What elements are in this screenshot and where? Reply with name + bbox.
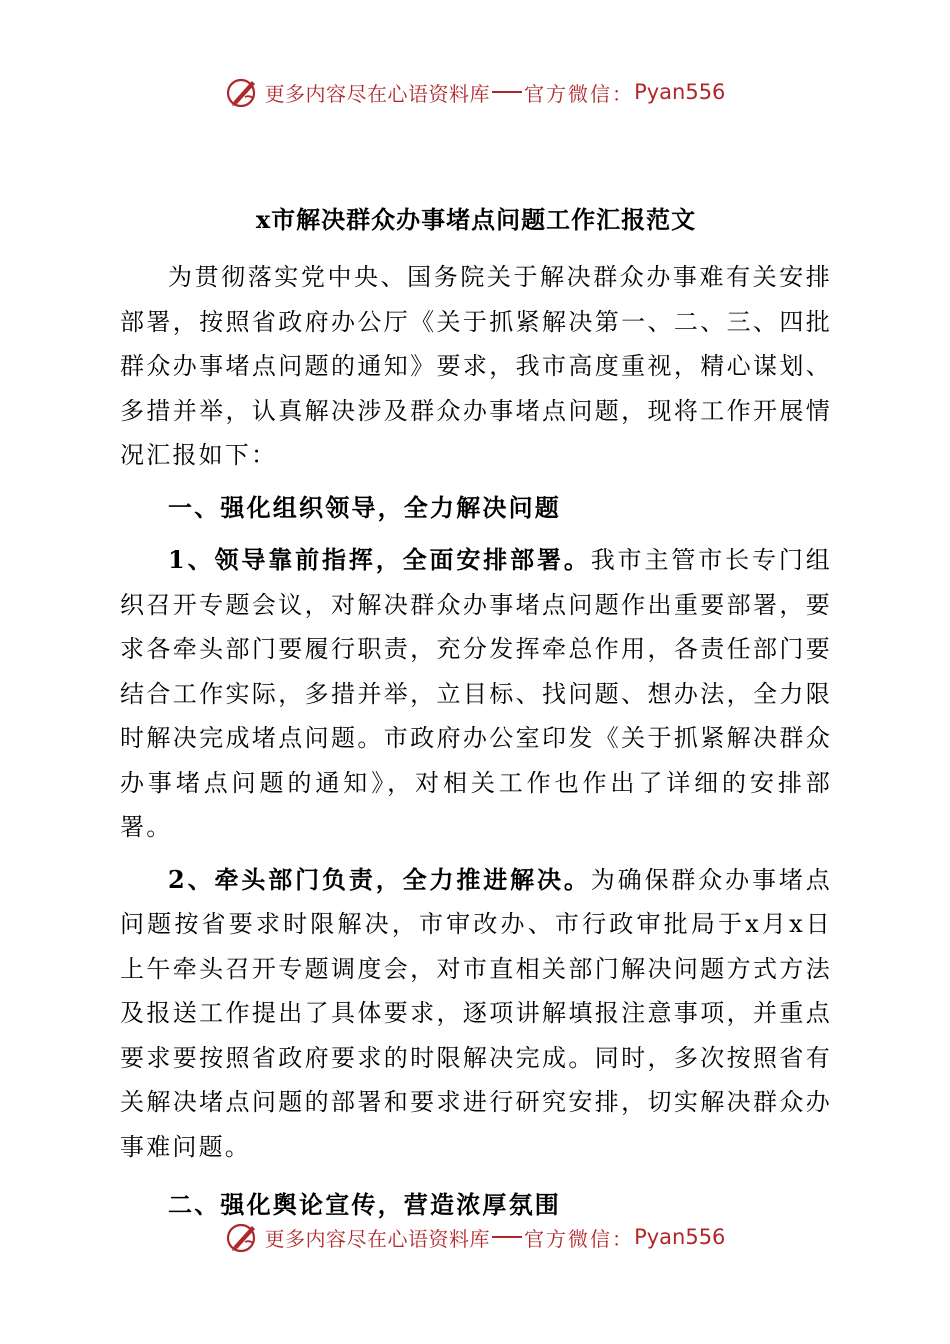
header-banner [0, 70, 950, 114]
footer-banner [0, 1215, 950, 1259]
section-1-heading: 一、强化组织领导，全力解决问题 [168, 492, 561, 522]
item-1-lead: 1、领导靠前指挥，全面安排部署。 [168, 545, 591, 574]
pen-logo-icon [225, 1219, 261, 1255]
item-1-body: 我市主管市长专门组织召开专题会议，对解决群众办事堵点问题作出重要部署，要求各牵头部门要履行职责，充分发挥牵总作用，各责任部门要结合工作实际，多措并举，立目标、找问题、想办法，全力限时解决完成堵点问题。市政府办公室印发《关于抓紧解决群众办事堵点问题的通知》，对相关工作也作出了详细的安排部署。 [120, 546, 832, 841]
item-1-paragraph [120, 538, 832, 850]
banner-contact-label: 官方微信： [524, 81, 635, 106]
item-2-paragraph [120, 858, 832, 1170]
document-title: x市解决群众办事堵点问题工作汇报范文 [255, 205, 697, 234]
item-2-lead: 2、牵头部门负责，全力推进解决。 [168, 864, 591, 894]
item-2-body: 为确保群众办事堵点问题按省要求时限解决，市审改办、市行政审批局于x月x日上午牵头召开专题调度会，对市直相关部门解决问题方式方法及报送工作提出了具体要求，逐项讲解填报注意事项，并重点要求要按照省政府要求的时限解决完成。同时，多次按照省有关解决堵点问题的部署和要求进行研究安排，切实解决群众办事难问题。 [120, 865, 832, 1161]
pen-logo-icon [225, 74, 261, 110]
banner-contact-label: 官方微信： [524, 1226, 635, 1251]
banner-contact-id: Pyan556 [634, 80, 726, 104]
intro-paragraph: 为贯彻落实党中央、国务院关于解决群众办事难有关安排部署，按照省政府办公厅《关于抓紧解决第一、二、三、四批群众办事堵点问题的通知》要求，我市高度重视，精心谋划、多措并举，认真解决涉及群众办事堵点问题，现将工作开展情况汇报如下： [120, 263, 832, 469]
banner-text: 更多内容尽在心语资料库 [264, 1226, 491, 1251]
document-body [120, 200, 832, 1228]
banner-dash [492, 91, 522, 93]
section-2-heading: 二、强化舆论宣传，营造浓厚氛围 [168, 1190, 561, 1219]
banner-dash [492, 1236, 522, 1238]
banner-text: 更多内容尽在心语资料库 [264, 81, 491, 106]
banner-contact-id: Pyan556 [634, 1225, 726, 1249]
